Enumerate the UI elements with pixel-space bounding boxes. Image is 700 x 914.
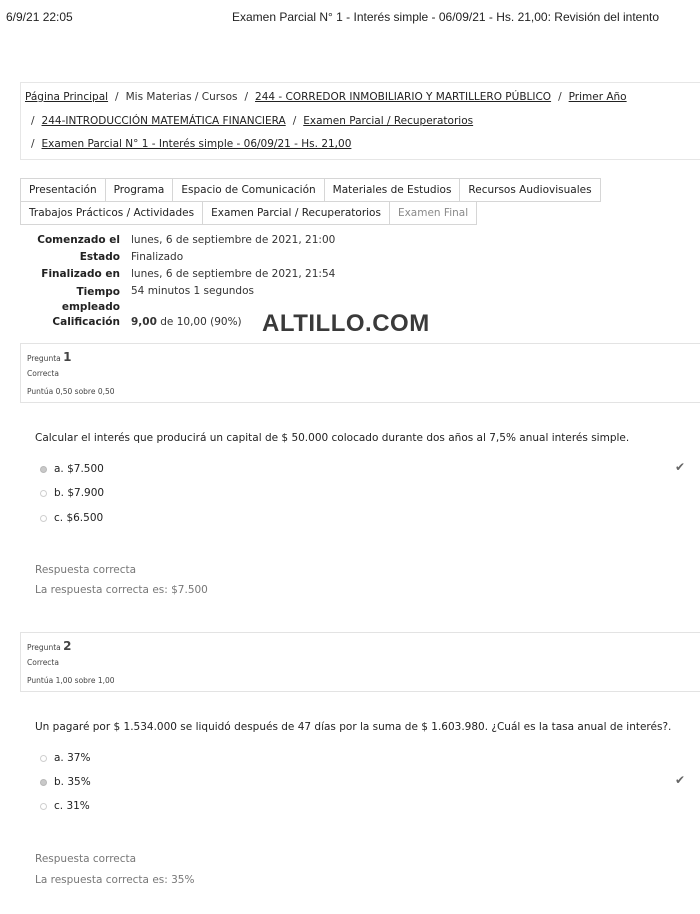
tab-trabajos-practicos[interactable]: Trabajos Prácticos / Actividades: [20, 201, 203, 225]
question-number-value: 1: [63, 350, 72, 364]
breadcrumb-exam-link[interactable]: Examen Parcial N° 1 - Interés simple - 06/09/21 - Hs. 21,00: [41, 138, 352, 150]
question-info-2: [20, 632, 700, 692]
grade-score: 9,00: [131, 316, 157, 328]
finished-value: lunes, 6 de septiembre de 2021, 21:54: [131, 268, 336, 280]
answer-option-2a[interactable]: [40, 751, 90, 765]
breadcrumb-year-link[interactable]: Primer Año: [568, 91, 627, 103]
question-prefix: Pregunta: [27, 354, 61, 363]
radio-button[interactable]: [40, 779, 47, 786]
feedback-1: Respuesta correcta: [35, 564, 137, 576]
breadcrumb-separator: /: [292, 115, 297, 127]
tab-espacio-comunicacion[interactable]: Espacio de Comunicación: [172, 178, 324, 202]
breadcrumb-separator: /: [31, 138, 35, 150]
question-points: Puntúa 0,50 sobre 0,50: [27, 387, 115, 396]
time-label-line-1: Tiempo: [76, 286, 120, 298]
tab-examen-final[interactable]: Examen Final: [389, 201, 477, 225]
breadcrumb-separator: /: [558, 91, 562, 103]
option-label: a. $7.500: [54, 463, 104, 475]
state-label: Estado: [79, 251, 120, 263]
breadcrumb-separator: /: [244, 91, 249, 103]
radio-button[interactable]: [40, 515, 47, 522]
radio-button[interactable]: [40, 755, 47, 762]
question-number-value: 2: [63, 639, 72, 653]
radio-button[interactable]: [40, 466, 47, 473]
time-label-line-2: empleado: [61, 301, 120, 313]
radio-button[interactable]: [40, 803, 47, 810]
checkmark-icon: ✔: [675, 460, 686, 474]
breadcrumb: [20, 82, 700, 160]
breadcrumb-subjects: Mis Materias / Cursos: [125, 91, 238, 103]
option-label: b. $7.900: [54, 487, 105, 499]
question-number: [27, 350, 71, 364]
print-title: Examen Parcial N° 1 - Interés simple - 06/09/21 - Hs. 21,00: Revisión del intento: [232, 10, 660, 24]
breadcrumb-home-link[interactable]: Página Principal: [25, 91, 109, 103]
tabs-row-2: [20, 201, 600, 225]
feedback-2: Respuesta correcta: [35, 853, 137, 865]
course-tabs: [20, 178, 600, 225]
option-label: c. 31%: [54, 800, 90, 812]
answer-option-2c[interactable]: [40, 799, 90, 813]
option-label: b. 35%: [54, 776, 91, 788]
started-value: lunes, 6 de septiembre de 2021, 21:00: [131, 234, 336, 246]
time-value: 54 minutos 1 segundos: [131, 285, 254, 297]
time-label: [20, 285, 120, 315]
option-label: c. $6.500: [54, 512, 104, 524]
question-prefix: Pregunta: [27, 643, 61, 652]
question-number: [27, 639, 71, 653]
checkmark-icon: ✔: [675, 773, 686, 787]
answer-option-1a[interactable]: [40, 462, 104, 476]
breadcrumb-separator: /: [31, 115, 35, 127]
question-state: Correcta: [27, 658, 59, 667]
correct-answer-2: La respuesta correcta es: 35%: [35, 874, 195, 886]
option-label: a. 37%: [54, 752, 91, 764]
tab-materiales-estudios[interactable]: Materiales de Estudios: [324, 178, 461, 202]
breadcrumb-separator: /: [115, 91, 119, 103]
radio-button[interactable]: [40, 490, 47, 497]
tabs-row-1: [20, 178, 600, 202]
tab-programa[interactable]: Programa: [105, 178, 174, 202]
answer-option-1c[interactable]: [40, 511, 103, 525]
print-datetime: 6/9/21 22:05: [6, 10, 73, 24]
grade-value: [131, 316, 242, 328]
state-value: Finalizado: [131, 251, 184, 263]
tab-examen-parcial[interactable]: Examen Parcial / Recuperatorios: [202, 201, 390, 225]
question-state: Correcta: [27, 369, 59, 378]
breadcrumb-subject-link[interactable]: 244-INTRODUCCIÓN MATEMÁTICA FINANCIERA: [41, 115, 286, 127]
grade-rest: de 10,00 (90%): [160, 316, 242, 328]
question-info-1: [20, 343, 700, 403]
answer-option-1b[interactable]: [40, 486, 104, 500]
watermark: ALTILLO.COM: [262, 310, 430, 337]
breadcrumb-course-link[interactable]: 244 - CORREDOR INMOBILIARIO Y MARTILLERO PÚBLICO: [255, 91, 552, 103]
grade-label: Calificación: [52, 316, 120, 328]
breadcrumb-section-link[interactable]: Examen Parcial / Recuperatorios: [303, 115, 474, 127]
finished-label: Finalizado en: [41, 268, 120, 280]
answer-option-2b[interactable]: [40, 775, 91, 789]
question-text-2: Un pagaré por $ 1.534.000 se liquidó después de 47 días por la suma de $ 1.603.980. ¿Cuál es la tasa anual de interés?.: [35, 721, 672, 733]
tab-presentacion[interactable]: Presentación: [20, 178, 106, 202]
started-label: Comenzado el: [37, 234, 120, 246]
correct-answer-1: La respuesta correcta es: $7.500: [35, 584, 208, 596]
tab-recursos-audiovisuales[interactable]: Recursos Audiovisuales: [459, 178, 600, 202]
question-points: Puntúa 1,00 sobre 1,00: [27, 676, 115, 685]
question-text-1: Calcular el interés que producirá un capital de $ 50.000 colocado durante dos años al 7,5% anual interés simple.: [35, 432, 630, 444]
